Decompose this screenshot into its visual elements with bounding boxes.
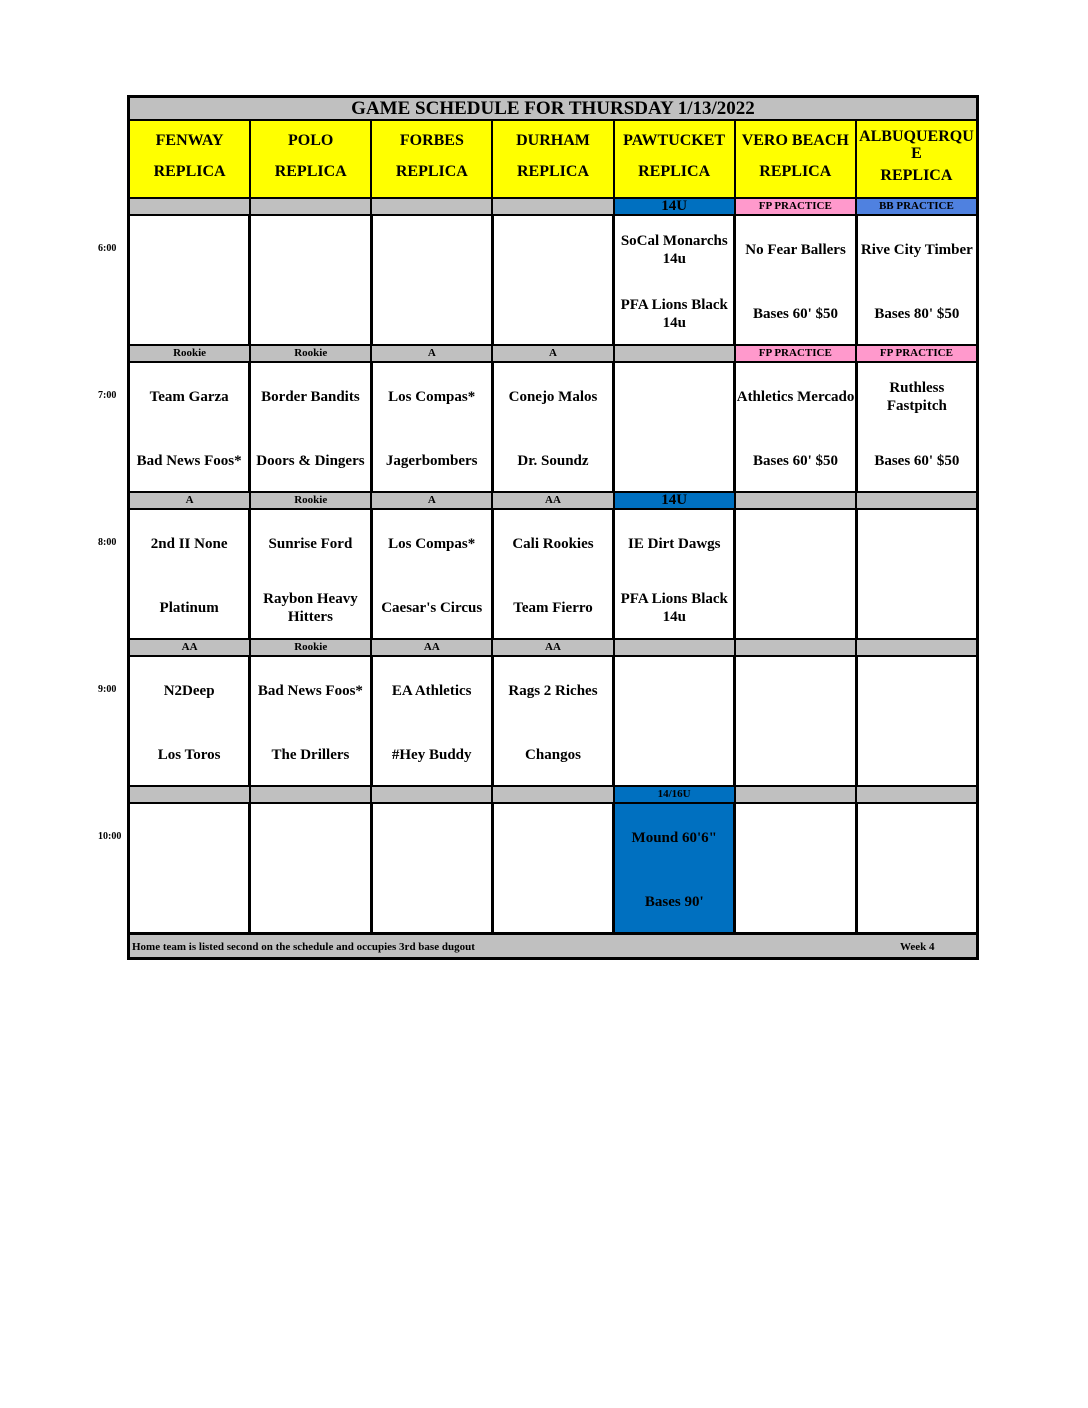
field-type: REPLICA (638, 163, 711, 180)
game-row (127, 657, 979, 785)
time-label: 8:00 (98, 537, 117, 548)
week-label: Week 4 (900, 941, 935, 953)
division-label (857, 787, 976, 802)
game-cell (858, 657, 976, 785)
division-label: Rookie (251, 493, 372, 508)
home-team (858, 735, 976, 775)
field-type: REPLICA (516, 163, 589, 180)
home-team (251, 294, 369, 334)
away-team: IE Dirt Dawgs (628, 536, 721, 552)
away-team: Bad News Foos* (257, 683, 363, 699)
game-cell (373, 510, 494, 638)
division-band (127, 785, 979, 804)
away-team (736, 818, 854, 858)
home-team: Bases 90' (644, 894, 704, 910)
home-team: The Drillers (271, 747, 350, 763)
game-row (127, 510, 979, 638)
home-team (858, 882, 976, 922)
game-cell (251, 363, 372, 491)
home-team (494, 882, 612, 922)
division-label (493, 199, 614, 214)
home-team: Bases 60' $50 (874, 453, 960, 469)
away-team (251, 230, 369, 270)
division-label (251, 787, 372, 802)
time-label: 7:00 (98, 390, 117, 401)
away-team: Sunrise Ford (268, 536, 353, 552)
time-label: 6:00 (98, 243, 117, 254)
game-row (127, 804, 979, 932)
division-label (130, 787, 251, 802)
field-header-3 (493, 121, 614, 197)
home-team: Bases 60' $50 (753, 306, 839, 322)
division-label (372, 787, 493, 802)
away-team: N2Deep (163, 683, 215, 699)
away-team (736, 524, 854, 564)
game-cell (615, 216, 736, 344)
away-team (615, 377, 733, 417)
game-cell (130, 804, 251, 932)
division-label: 14U (615, 199, 736, 214)
field-header-1 (251, 121, 372, 197)
game-cell (736, 804, 857, 932)
field-type: REPLICA (880, 167, 953, 185)
home-team: Doors & Dingers (256, 453, 365, 469)
home-team: PFA Lions Black 14u (620, 591, 728, 625)
away-team: Team Garza (149, 389, 229, 405)
division-label: Rookie (251, 346, 372, 361)
home-team: Bad News Foos* (136, 453, 242, 469)
away-team (858, 524, 976, 564)
division-label (857, 493, 976, 508)
time-label: 9:00 (98, 684, 117, 695)
game-cell (373, 363, 494, 491)
home-team: Changos (525, 747, 581, 763)
game-cell (494, 216, 615, 344)
game-cell (615, 804, 736, 932)
game-cell (251, 216, 372, 344)
game-cell (251, 657, 372, 785)
away-team (494, 230, 612, 270)
game-cell (736, 216, 857, 344)
game-cell (858, 363, 976, 491)
division-label: BB PRACTICE (857, 199, 976, 214)
game-cell (130, 657, 251, 785)
field-name: POLO (288, 132, 334, 149)
division-label (251, 199, 372, 214)
away-team (615, 671, 733, 711)
away-team: Los Compas* (388, 536, 476, 552)
field-header-2 (372, 121, 493, 197)
division-label (615, 640, 736, 655)
home-team (615, 735, 733, 775)
game-cell (130, 510, 251, 638)
game-cell (373, 804, 494, 932)
home-team: Team Fierro (513, 600, 593, 616)
home-team: #Hey Buddy (391, 747, 472, 763)
game-cell (373, 216, 494, 344)
home-team: Jagerbombers (385, 453, 478, 469)
away-team: Ruthless Fastpitch (886, 380, 947, 414)
division-label: A (493, 346, 614, 361)
home-team: Raybon Heavy Hitters (263, 591, 358, 625)
game-cell (858, 216, 976, 344)
division-label: AA (493, 640, 614, 655)
game-cell (858, 510, 976, 638)
field-type: REPLICA (274, 163, 347, 180)
division-label: AA (372, 640, 493, 655)
home-team (615, 441, 733, 481)
field-header-5 (736, 121, 857, 197)
home-team (373, 882, 491, 922)
game-cell (251, 510, 372, 638)
away-team (494, 818, 612, 858)
field-header-4 (615, 121, 736, 197)
game-cell (736, 510, 857, 638)
field-name: FENWAY (155, 132, 224, 149)
division-label (736, 493, 857, 508)
field-name: ALBUQUERQU E (859, 127, 974, 162)
field-type: REPLICA (395, 163, 468, 180)
away-team: No Fear Ballers (745, 242, 846, 258)
game-cell (858, 804, 976, 932)
division-label (736, 640, 857, 655)
schedule-footer (127, 932, 979, 960)
away-team: Cali Rookies (512, 536, 594, 552)
home-team (130, 882, 248, 922)
division-label: FP PRACTICE (736, 346, 857, 361)
division-label (130, 199, 251, 214)
field-name: PAWTUCKET (623, 132, 726, 149)
away-team (251, 818, 369, 858)
home-team: PFA Lions Black 14u (620, 297, 728, 331)
home-team: Caesar's Circus (381, 600, 483, 616)
division-label: FP PRACTICE (857, 346, 976, 361)
away-team (373, 230, 491, 270)
away-team (373, 818, 491, 858)
game-cell (615, 510, 736, 638)
home-team: Bases 80' $50 (874, 306, 960, 322)
home-team (494, 294, 612, 334)
division-label: Rookie (130, 346, 251, 361)
away-team: Los Compas* (388, 389, 476, 405)
home-team (251, 882, 369, 922)
game-cell (130, 216, 251, 344)
time-label: 10:00 (98, 831, 122, 842)
away-team: Rags 2 Riches (508, 683, 598, 699)
home-team (373, 294, 491, 334)
division-label (736, 787, 857, 802)
game-cell (494, 804, 615, 932)
game-cell (494, 510, 615, 638)
away-team (130, 230, 248, 270)
game-cell (615, 363, 736, 491)
home-team (736, 588, 854, 628)
division-band (127, 344, 979, 363)
game-cell (615, 657, 736, 785)
away-team: Mound 60'6" (631, 830, 717, 846)
division-label: A (372, 346, 493, 361)
away-team (858, 818, 976, 858)
game-cell (736, 657, 857, 785)
field-type: REPLICA (153, 163, 226, 180)
field-type: REPLICA (759, 163, 832, 180)
schedule-table (127, 95, 979, 960)
division-label (857, 640, 976, 655)
game-cell (251, 804, 372, 932)
division-label: A (130, 493, 251, 508)
division-band (127, 491, 979, 510)
away-team: Border Bandits (261, 389, 360, 405)
away-team: Athletics Mercado (736, 389, 855, 405)
game-cell (736, 363, 857, 491)
division-label: AA (493, 493, 614, 508)
away-team: EA Athletics (391, 683, 472, 699)
game-cell (494, 657, 615, 785)
field-name: FORBES (399, 132, 464, 149)
away-team: Conejo Malos (508, 389, 598, 405)
field-header-row (127, 121, 979, 197)
division-label: 14U (615, 493, 736, 508)
home-team: Platinum (159, 600, 219, 616)
division-label: 14/16U (615, 787, 736, 802)
home-team: Los Toros (157, 747, 221, 763)
away-team (736, 671, 854, 711)
home-team-note: Home team is listed second on the schedule and occupies 3rd base dugout (132, 941, 475, 953)
game-cell (373, 657, 494, 785)
away-team (130, 818, 248, 858)
away-team (858, 671, 976, 711)
game-row (127, 363, 979, 491)
game-row (127, 216, 979, 344)
home-team: Dr. Soundz (517, 453, 589, 469)
field-header-0 (130, 121, 251, 197)
home-team (736, 735, 854, 775)
away-team: 2nd II None (150, 536, 228, 552)
division-label (493, 787, 614, 802)
game-cell (494, 363, 615, 491)
home-team: Bases 60' $50 (753, 453, 839, 469)
schedule-title: GAME SCHEDULE FOR THURSDAY 1/13/2022 (127, 95, 979, 121)
division-label: FP PRACTICE (736, 199, 857, 214)
division-band (127, 197, 979, 216)
field-name: VERO BEACH (741, 132, 849, 149)
division-band (127, 638, 979, 657)
game-cell (130, 363, 251, 491)
division-label (615, 346, 736, 361)
division-label (372, 199, 493, 214)
division-label: Rookie (251, 640, 372, 655)
home-team (858, 588, 976, 628)
field-header-6 (857, 121, 976, 197)
field-name: DURHAM (516, 132, 590, 149)
home-team (736, 882, 854, 922)
division-label: A (372, 493, 493, 508)
division-label: AA (130, 640, 251, 655)
schedule-body (127, 197, 979, 932)
away-team: Rive City Timber (860, 242, 973, 258)
home-team (130, 294, 248, 334)
away-team: SoCal Monarchs 14u (620, 233, 728, 267)
